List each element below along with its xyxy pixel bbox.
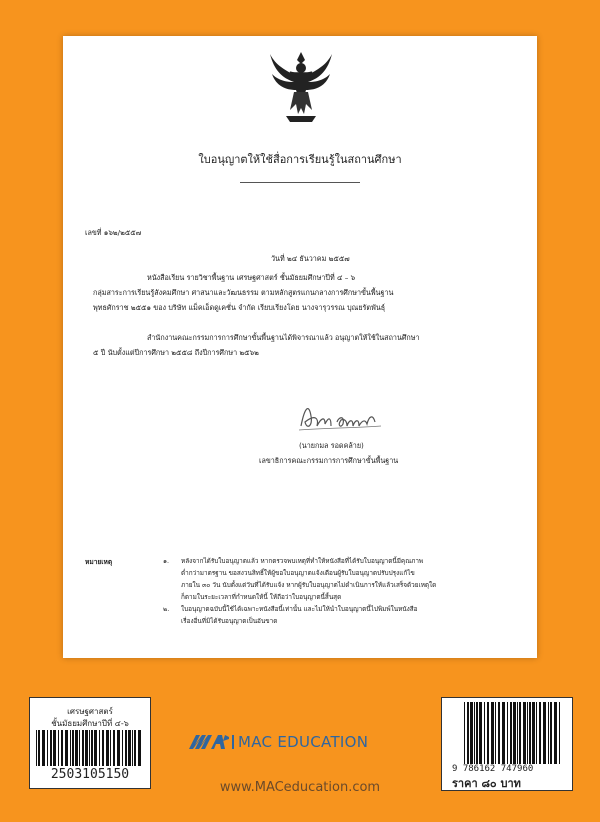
license-date: วันที่ ๒๔ ธันวาคม ๒๕๕๗ <box>271 254 350 263</box>
signer-title: เลขาธิการคณะกรรมการการศึกษาขั้นพื้นฐาน <box>259 456 399 465</box>
sticker-grade: ชั้นมัธยมศึกษาปีที่ ๔-๖ <box>51 719 129 728</box>
mac-logo-icon <box>189 735 229 749</box>
isbn-barcode-icon <box>464 702 564 764</box>
garuda-emblem-icon <box>268 48 334 124</box>
license-number: เลขที่ ๑๖๒/๒๕๕๗ <box>85 228 142 237</box>
paragraph-2-line: ๕ ปี นับตั้งแต่ปีการศึกษา ๒๕๕๘ ถึงปีการศึกษา ๒๕๖๒ <box>93 348 259 357</box>
note-number: ๑. <box>163 557 170 565</box>
logo-separator <box>232 735 234 749</box>
paragraph-1-line: หนังสือเรียน รายวิชาพื้นฐาน เศรษฐศาสตร์ ชั้นมัธยมศึกษาปีที่ ๔ – ๖ <box>147 273 356 282</box>
license-document <box>63 36 537 658</box>
barcode-number: 2503105150 <box>50 767 130 782</box>
note-line: เรื่องอื่นที่มิได้รับอนุญาตเป็นอันขาด <box>181 617 278 625</box>
notes-label: หมายเหตุ <box>85 558 113 566</box>
note-number: ๒. <box>163 605 170 613</box>
note-line: ภายใน ๓๐ วัน นับตั้งแต่วันที่ได้รับแจ้ง หากผู้รับใบอนุญาตไม่ดำเนินการให้แล้วเสร็จด้วยเหตุใด <box>181 581 437 589</box>
sticker-subject: เศรษฐศาสตร์ <box>67 707 113 716</box>
document-title: ใบอนุญาตให้ใช้สื่อการเรียนรู้ในสถานศึกษา <box>198 153 402 166</box>
note-line: ก็ตามในระยะเวลาที่กำหนดให้นี้ ให้ถือว่าใบอนุญาตนี้สิ้นสุด <box>181 593 342 601</box>
price: ราคา ๘๐ บาท <box>452 777 521 790</box>
signer-name: (นายกมล รอดคล้าย) <box>299 441 364 450</box>
paragraph-1-line: พุทธศักราช ๒๕๕๑ ของ บริษัท แม็คเอ็ดดูเคชั่น จำกัด เรียบเรียงโดย นางจารุวรรณ บุณยรัตพันธุ์ <box>93 303 386 312</box>
note-line: ใบอนุญาตฉบับนี้ใช้ได้เฉพาะหนังสือนี้เท่านั้น และไม่ให้นำใบอนุญาตนี้ไปพิมพ์ในหนังสือ <box>181 605 418 613</box>
note-line: ต่ำกว่ามาตรฐาน ขอสงวนสิทธิ์ให้ผู้ขอใบอนุญาตแจ้งเตือนผู้รับใบอนุญาตปรับปรุงแก้ไข <box>181 569 415 577</box>
isbn-price-sticker <box>441 697 573 791</box>
signature <box>295 396 387 436</box>
subject-barcode-sticker <box>29 697 151 789</box>
note-line: หลังจากได้รับใบอนุญาตแล้ว หากตรวจพบเหตุที่ทำให้หนังสือที่ได้รับใบอนุญาตนี้มีคุณภาพ <box>181 557 424 565</box>
mac-education-logo <box>189 733 368 751</box>
paragraph-1-line: กลุ่มสาระการเรียนรู้สังคมศึกษา ศาสนาและวัฒนธรรม ตามหลักสูตรแกนกลางการศึกษาขั้นพื้นฐาน <box>93 288 394 297</box>
title-underline <box>240 182 360 183</box>
brand-name: MAC EDUCATION <box>238 733 369 751</box>
barcode-icon <box>36 730 144 766</box>
paragraph-2-line: สำนักงานคณะกรรมการการศึกษาขั้นพื้นฐานได้พิจารณาแล้ว อนุญาตให้ใช้ในสถานศึกษา <box>147 333 420 342</box>
isbn-number: 9 786162 747960 <box>452 764 534 774</box>
website-url[interactable]: www.MACeducation.com <box>219 780 381 795</box>
